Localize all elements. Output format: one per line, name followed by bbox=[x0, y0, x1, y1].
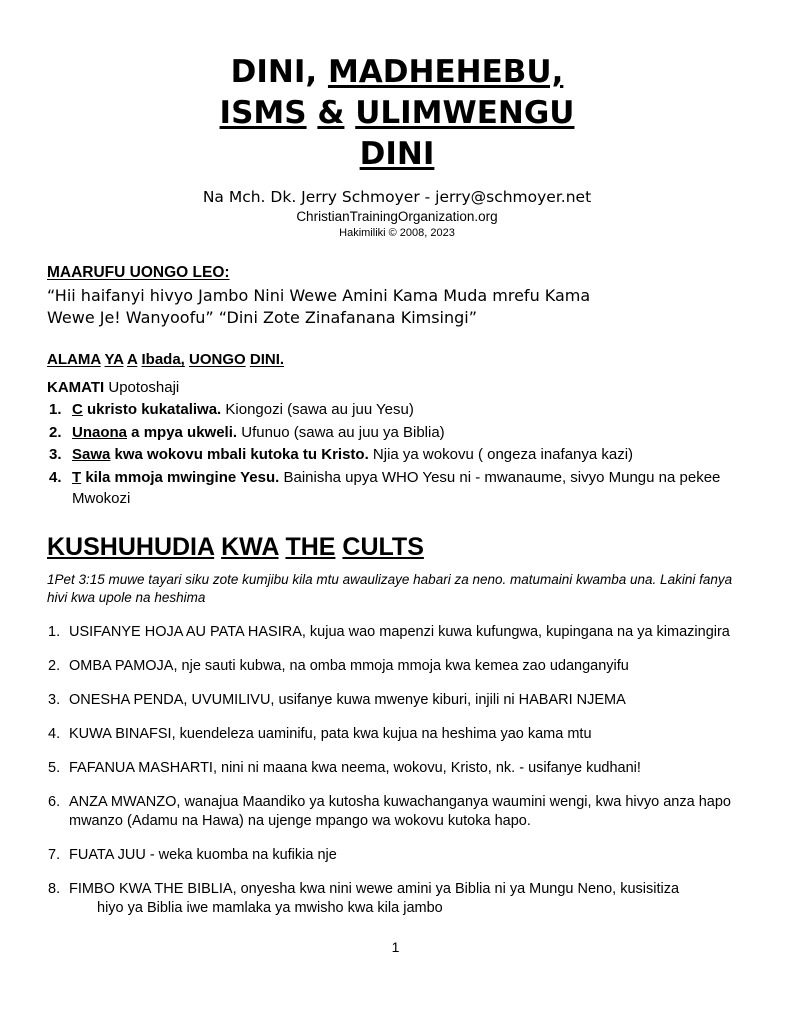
author-byline: Na Mch. Dk. Jerry Schmoyer - jerry@schmoyer.net bbox=[202, 188, 592, 206]
list-item-body: Njia ya wokovu ( ongeza inafanya kazi) bbox=[368, 446, 634, 463]
list-item-number: 1. bbox=[48, 623, 61, 640]
list-item-number: 1. bbox=[49, 401, 62, 418]
list-item-body: Ufunuo (sawa au juu ya Biblia) bbox=[237, 423, 445, 441]
list-item-underlined-word: Sawa bbox=[72, 446, 111, 463]
list-item-text: FUATA JUU - weka kuomba na kufikia nje bbox=[69, 846, 337, 863]
alama-list-item bbox=[47, 422, 747, 444]
kushuhudia-list-item bbox=[47, 691, 759, 710]
title-segment bbox=[344, 95, 355, 131]
kushuhudia-heading-word: CULTS bbox=[342, 532, 424, 561]
scripture-reference: 1Pet 3:15 muwe tayari siku zote kumjibu kila mtu awaulizaye habari za neno. matumaini kwamba una. Lakini fanya hivi kwa upole na heshima bbox=[47, 571, 733, 605]
alama-heading-word: YA bbox=[104, 351, 124, 368]
title-segment: ISMS bbox=[219, 95, 307, 131]
list-item-bold-text: kwa wokovu mbali kutoka tu Kristo. bbox=[110, 446, 369, 463]
title-segment: DINI, bbox=[230, 54, 328, 90]
maarufu-quote bbox=[47, 285, 607, 329]
kushuhudia-list bbox=[47, 623, 747, 918]
alama-list-item bbox=[47, 444, 747, 466]
alama-heading-word: ALAMA bbox=[47, 351, 101, 368]
list-item-continuation: hiyo ya Biblia iwe mamlaka ya mwisho kwa kila jambo bbox=[97, 899, 443, 916]
list-item-lead bbox=[72, 401, 221, 418]
kushuhudia-heading-word: THE bbox=[285, 532, 336, 561]
list-item-underlined-word: Unaona bbox=[72, 423, 128, 441]
list-item-text: ANZA MWANZO, wanajua Maandiko ya kutosha kuwachanganya waumini wengi, kwa hivyo anza hapo mwanzo (Adamu na Hawa) na ujenge mpango wa wokovu kutoka hapo. bbox=[69, 793, 731, 829]
alama-list-item bbox=[47, 467, 747, 510]
list-item-text: FAFANUA MASHARTI, nini ni maana kwa neema, wokovu, Kristo, nk. - usifanye kudhani! bbox=[69, 759, 641, 776]
list-item-body: Bainisha upya WHO Yesu ni - mwanaume, sivyo Mungu na pekee Mwokozi bbox=[72, 468, 721, 507]
list-item-lead bbox=[72, 424, 237, 441]
list-item-number: 4. bbox=[48, 725, 61, 742]
list-item-lead bbox=[72, 469, 279, 486]
alama-heading-word: Ibada, bbox=[141, 351, 185, 368]
list-item-bold-text: ukristo kukataliwa. bbox=[82, 401, 222, 418]
alama-heading-word: A bbox=[127, 351, 138, 368]
document-title-line-3 bbox=[47, 134, 747, 175]
kushuhudia-list-item bbox=[47, 657, 759, 676]
kamati-bold: KAMATI bbox=[47, 379, 105, 396]
alama-heading-word: DINI. bbox=[249, 351, 285, 368]
alama-list bbox=[47, 399, 747, 510]
list-item-number: 8. bbox=[48, 880, 61, 897]
document-title-line-1 bbox=[47, 52, 747, 93]
alama-list-item bbox=[47, 399, 747, 421]
list-item-number: 3. bbox=[48, 691, 61, 708]
list-item-text: USIFANYE HOJA AU PATA HASIRA, kujua wao mapenzi kuwa kufungwa, kupingana na ya kimazingira bbox=[69, 623, 730, 640]
page-number: 1 bbox=[391, 939, 400, 955]
list-item-underlined-word: C bbox=[72, 401, 83, 418]
list-item-number: 7. bbox=[48, 846, 61, 863]
list-item-body: Kiongozi (sawa au juu Yesu) bbox=[221, 401, 414, 418]
title-segment bbox=[307, 95, 318, 131]
quote-line: “Hii haifanyi hivyo Jambo Nini Wewe Amini Kama Muda mrefu Kama bbox=[47, 286, 591, 305]
kamati-subheading bbox=[47, 377, 747, 398]
copyright-line: Hakimiliki © 2008, 2023 bbox=[339, 227, 455, 239]
list-item-number: 2. bbox=[49, 423, 62, 441]
kamati-regular: Upotoshaji bbox=[104, 379, 180, 396]
list-item-text: OMBA PAMOJA, nje sauti kubwa, na omba mmoja mmoja kwa kemea zao udanganyifu bbox=[69, 657, 629, 674]
list-item-bold-text: a mpya ukweli. bbox=[127, 423, 238, 441]
list-item-number: 5. bbox=[48, 759, 61, 776]
kushuhudia-heading bbox=[47, 532, 747, 562]
list-item-number: 6. bbox=[48, 793, 61, 810]
maarufu-heading: MAARUFU UONGO LEO: bbox=[47, 264, 230, 281]
kushuhudia-list-item bbox=[47, 793, 759, 831]
list-item-underlined-word: T bbox=[72, 468, 82, 486]
list-item-text: ONESHA PENDA, UVUMILIVU, usifanye kuwa mwenye kiburi, injili ni HABARI NJEMA bbox=[69, 691, 626, 708]
list-item-bold-text: kila mmoja mwingine Yesu. bbox=[81, 468, 280, 486]
kushuhudia-list-item bbox=[47, 880, 759, 918]
kushuhudia-heading-word: KWA bbox=[221, 532, 279, 561]
title-block bbox=[47, 0, 747, 175]
kushuhudia-heading-word: KUSHUHUDIA bbox=[47, 532, 215, 561]
list-item-text: FIMBO KWA THE BIBLIA, onyesha kwa nini wewe amini ya Biblia ni ya Mungu Neno, kusisitiza bbox=[69, 880, 680, 897]
kushuhudia-list-item bbox=[47, 846, 759, 865]
alama-heading-word: UONGO bbox=[189, 351, 246, 368]
organization-line: ChristianTrainingOrganization.org bbox=[296, 209, 498, 224]
quote-line: Wewe Je! Wanyoofu” “Dini Zote Zinafanana Kimsingi” bbox=[47, 308, 478, 327]
document-title-line-2 bbox=[47, 93, 747, 134]
kushuhudia-list-item bbox=[47, 725, 759, 744]
list-item-number: 2. bbox=[48, 657, 61, 674]
kushuhudia-list-item bbox=[47, 759, 759, 778]
title-segment: DINI bbox=[359, 136, 435, 172]
list-item-text: KUWA BINAFSI, kuendeleza uaminifu, pata kwa kujua na heshima yao kama mtu bbox=[69, 725, 592, 742]
list-item-lead bbox=[72, 446, 369, 463]
document-content bbox=[47, 0, 747, 918]
list-item-number: 3. bbox=[49, 446, 62, 463]
title-segment: & bbox=[317, 95, 345, 131]
kushuhudia-list-item bbox=[47, 623, 759, 642]
list-item-number: 4. bbox=[49, 468, 62, 486]
title-segment: MADHEHEBU, bbox=[327, 54, 564, 90]
title-segment: ULIMWENGU bbox=[355, 95, 575, 131]
alama-heading bbox=[47, 350, 747, 370]
